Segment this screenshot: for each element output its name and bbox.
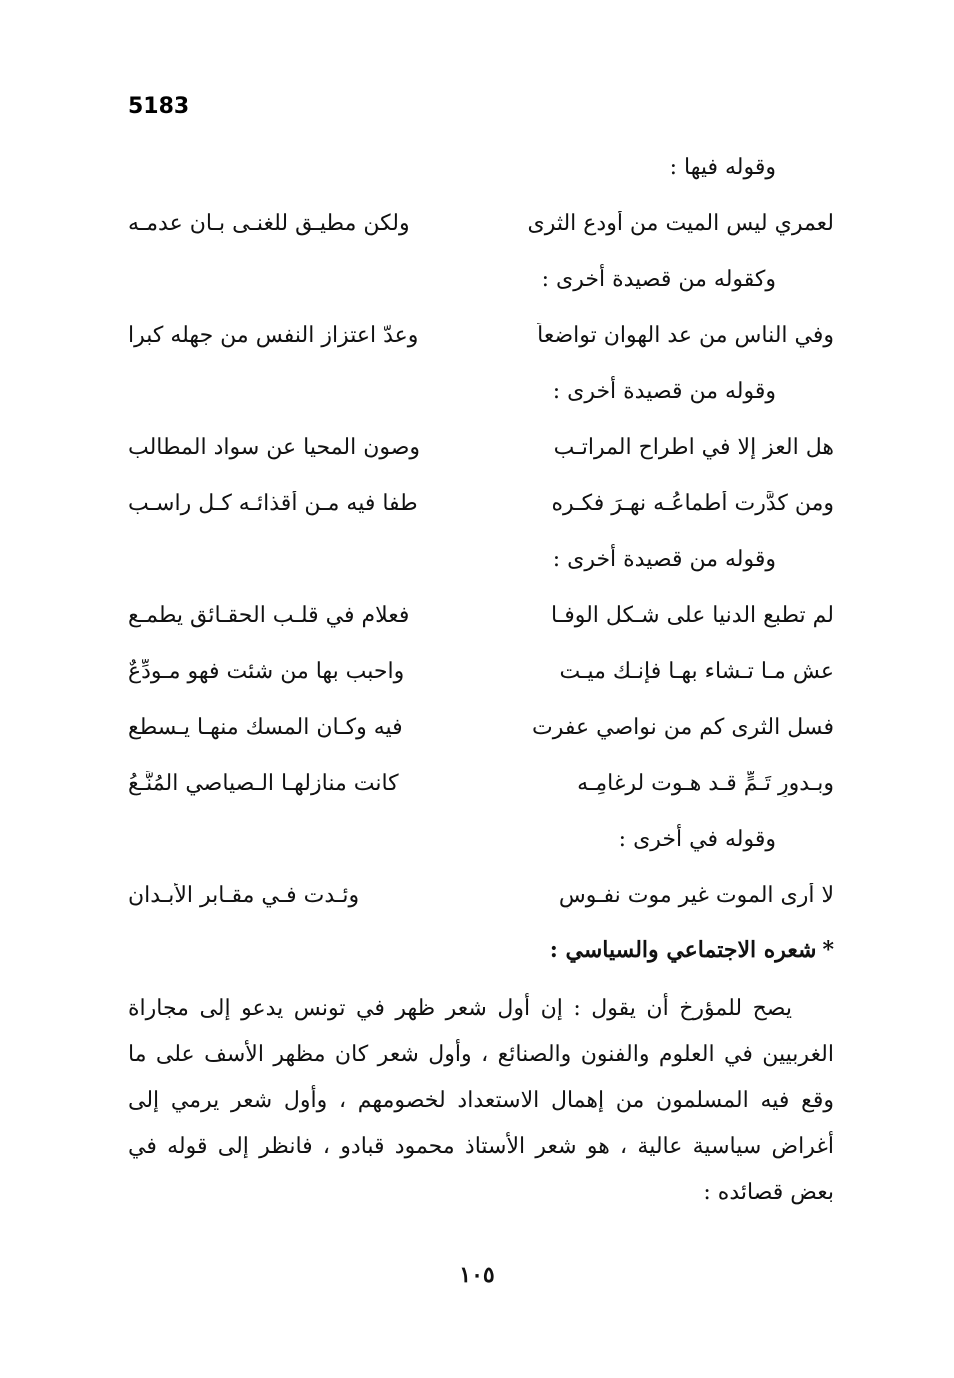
verse-first-hemistich: وفي الناس من عد الهوان تواضعاً bbox=[537, 322, 834, 348]
intro-line: وكقوله من قصيدة أخرى : bbox=[541, 266, 776, 292]
page-id: 5183 bbox=[128, 94, 190, 119]
verse-second-hemistich: طفا فيه مـن أقذائـه كـل راسـب bbox=[128, 490, 418, 516]
verse-second-hemistich: كانت منازلهـا الـصياصي المُنَّـعُ bbox=[128, 770, 399, 796]
verse-line bbox=[128, 756, 834, 812]
verse-line bbox=[128, 308, 834, 364]
section-heading bbox=[128, 924, 834, 976]
verse-line bbox=[128, 588, 834, 644]
verse-line bbox=[128, 196, 834, 252]
verse-first-hemistich: ومن كدَّرت أطماعُـه نهـرَ فكـره bbox=[551, 490, 834, 516]
verse-first-hemistich: فسل الثرى كم من نواصي عفرت bbox=[532, 714, 834, 740]
verse-second-hemistich: واحبب بها من شئت فهو مـودِّعٌ bbox=[128, 658, 405, 684]
verse-first-hemistich: هل العز إلا في اطراح المراتـب bbox=[553, 434, 834, 460]
verse-second-hemistich: وصون المحيا عن سواد المطالب bbox=[128, 434, 421, 460]
verse-first-hemistich: عش مـا تـشاء بهـا فإنـك ميـت bbox=[559, 658, 834, 684]
verse-line bbox=[128, 868, 834, 924]
page-content bbox=[128, 140, 834, 1216]
verse-line bbox=[128, 420, 834, 476]
intro-line: وقوله فيها : bbox=[669, 154, 776, 180]
intro-line: وقوله في أخرى : bbox=[618, 826, 776, 852]
verse-second-hemistich: وعدّ اعتزاز النفس من جهله كبرا bbox=[128, 322, 419, 348]
verse-line bbox=[128, 644, 834, 700]
verse-second-hemistich: فيه وكـان المسك منهـا يـسطع bbox=[128, 714, 403, 740]
section-heading-text: شعره الاجتماعي والسياسي : bbox=[549, 936, 817, 963]
page-number: ١٠٥ bbox=[459, 1262, 495, 1288]
verse-line bbox=[128, 700, 834, 756]
verse-first-hemistich: لم تطبع الدنيا على شـكل الوفـا bbox=[551, 602, 834, 628]
verse-first-hemistich: وبـدورِ تَـمٍّ قـد هـوت لرغامِـه bbox=[577, 770, 834, 796]
verse-first-hemistich: لعمري ليس الميت من أودع الثرى bbox=[527, 210, 834, 236]
intro-line: وقوله من قصيدة أخرى : bbox=[552, 546, 776, 572]
verse-second-hemistich: فعلام في قلـب الحقـائق يطمـع bbox=[128, 602, 410, 628]
verse-first-hemistich: لا أرى الموت غير موت نفـوسٍ bbox=[558, 882, 834, 908]
verse-line bbox=[128, 476, 834, 532]
verse-second-hemistich: وئـدت فـي مقـابر الأبـدان bbox=[128, 882, 360, 908]
verse-second-hemistich: ولكن مطيـق للغنـى بـان عدمـه bbox=[128, 210, 410, 236]
asterisk-icon: * bbox=[822, 936, 834, 963]
intro-line: وقوله من قصيدة أخرى : bbox=[552, 378, 776, 404]
body-paragraph: يصح للمؤرخ أن يقول : إن أول شعر ظهر في تونس يدعو إلى مجاراة الغربيين في العلوم والفنون والصنائع ، وأول شعر كان مظهر الأسف على ما وقع فيه المسلمون من إهمال الاستعداد لخصومهم ، وأول شعر يرمي إلى أغراض سياسية عالية ، هو شعر الأستاذ محمود قبادو ، فانظر إلى قوله في بعض قصائده : bbox=[128, 996, 834, 1205]
